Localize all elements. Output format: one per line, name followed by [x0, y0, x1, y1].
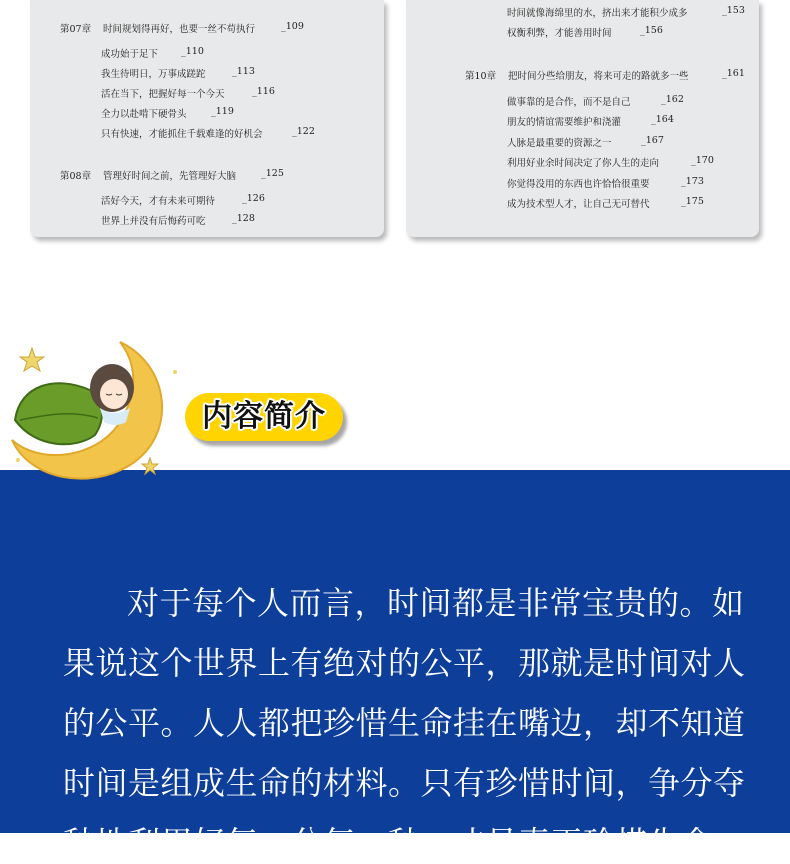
toc-entry[interactable]: 全力以赴啃下硬骨头 — [101, 109, 187, 120]
toc-entry[interactable]: 成为技术型人才，让自己无可替代 — [507, 199, 650, 210]
toc-entry[interactable]: 人脉是最重要的资源之一 — [507, 138, 612, 149]
chapter-page: _109 — [281, 21, 304, 32]
entry-page: _173 — [681, 176, 704, 187]
chapter-number: 第10章 — [465, 71, 497, 82]
chapter-number: 第07章 — [60, 24, 92, 35]
entry-page: _162 — [661, 94, 684, 105]
section-heading: 内容简介 — [202, 399, 326, 434]
toc-entry[interactable]: 活好今天，才有未来可期待 — [101, 196, 216, 207]
moon-illustration — [0, 330, 190, 480]
chapter-page: _125 — [261, 168, 284, 179]
toc-entry[interactable]: 成功始于足下 — [101, 49, 159, 60]
paragraph-line: 时间是组成生命的材料。只有珍惜时间，争分夺 — [63, 764, 746, 802]
entry-page: _164 — [651, 114, 674, 125]
toc-entry[interactable]: 利用好业余时间决定了你人生的走向 — [507, 158, 660, 169]
chapter-title: 时间规划得再好，也要一丝不苟执行 — [103, 24, 256, 35]
entry-page: _170 — [691, 155, 714, 166]
paragraph-line: 秒地利用好每一分每一秒，才是真正珍惜生命。 — [63, 824, 746, 862]
toc-entry[interactable]: 时间就像海绵里的水，挤出来才能积少成多 — [507, 8, 688, 19]
chapter-title: 管理好时间之前，先管理好大脑 — [103, 171, 237, 182]
toc-chapter-08[interactable] — [60, 168, 236, 182]
entry-page: _110 — [181, 46, 204, 57]
entry-page: _113 — [232, 66, 255, 77]
toc-entry[interactable]: 朋友的情谊需要维护和浇灌 — [507, 117, 622, 128]
chapter-page: _161 — [722, 68, 745, 79]
entry-page: _116 — [252, 86, 275, 97]
toc-entry[interactable]: 你觉得没用的东西也许恰恰很重要 — [507, 179, 650, 190]
toc-entry[interactable]: 我生待明日，万事成蹉跎 — [101, 69, 206, 80]
entry-page: _156 — [640, 25, 663, 36]
entry-page: _119 — [211, 106, 234, 117]
toc-entry[interactable]: 只有快速，才能抓住千载难逢的好机会 — [101, 129, 263, 140]
toc-entry[interactable]: 世界上并没有后悔药可吃 — [101, 216, 206, 227]
chapter-title: 把时间分些给朋友，将来可走的路就多一些 — [508, 71, 689, 82]
leaf-icon — [15, 383, 102, 444]
entry-page: _175 — [681, 196, 704, 207]
entry-page: _128 — [232, 213, 255, 224]
toc-entry[interactable]: 做事靠的是合作，而不是自己 — [507, 97, 631, 108]
toc-chapter-10[interactable] — [465, 68, 689, 82]
entry-page: _122 — [292, 126, 315, 137]
star-icon — [142, 458, 158, 474]
sparkle-icon — [16, 458, 20, 462]
paragraph-line: 果说这个世界上有绝对的公平，那就是时间对人 — [63, 644, 746, 682]
entry-page: _167 — [641, 135, 664, 146]
toc-chapter-07[interactable] — [60, 21, 255, 35]
entry-page: _126 — [242, 193, 265, 204]
toc-entry[interactable]: 活在当下，把握好每一个今天 — [101, 89, 225, 100]
chapter-number: 第08章 — [60, 171, 92, 182]
paragraph-line: 对于每个人而言，时间都是非常宝贵的。如 — [127, 584, 745, 622]
paragraph-line: 的公平。人人都把珍惜生命挂在嘴边，却不知道 — [63, 704, 746, 742]
toc-entry[interactable]: 权衡利弊，才能善用时间 — [507, 28, 612, 39]
sparkle-icon — [173, 370, 177, 374]
star-icon — [20, 348, 44, 371]
entry-page: _153 — [722, 5, 745, 16]
